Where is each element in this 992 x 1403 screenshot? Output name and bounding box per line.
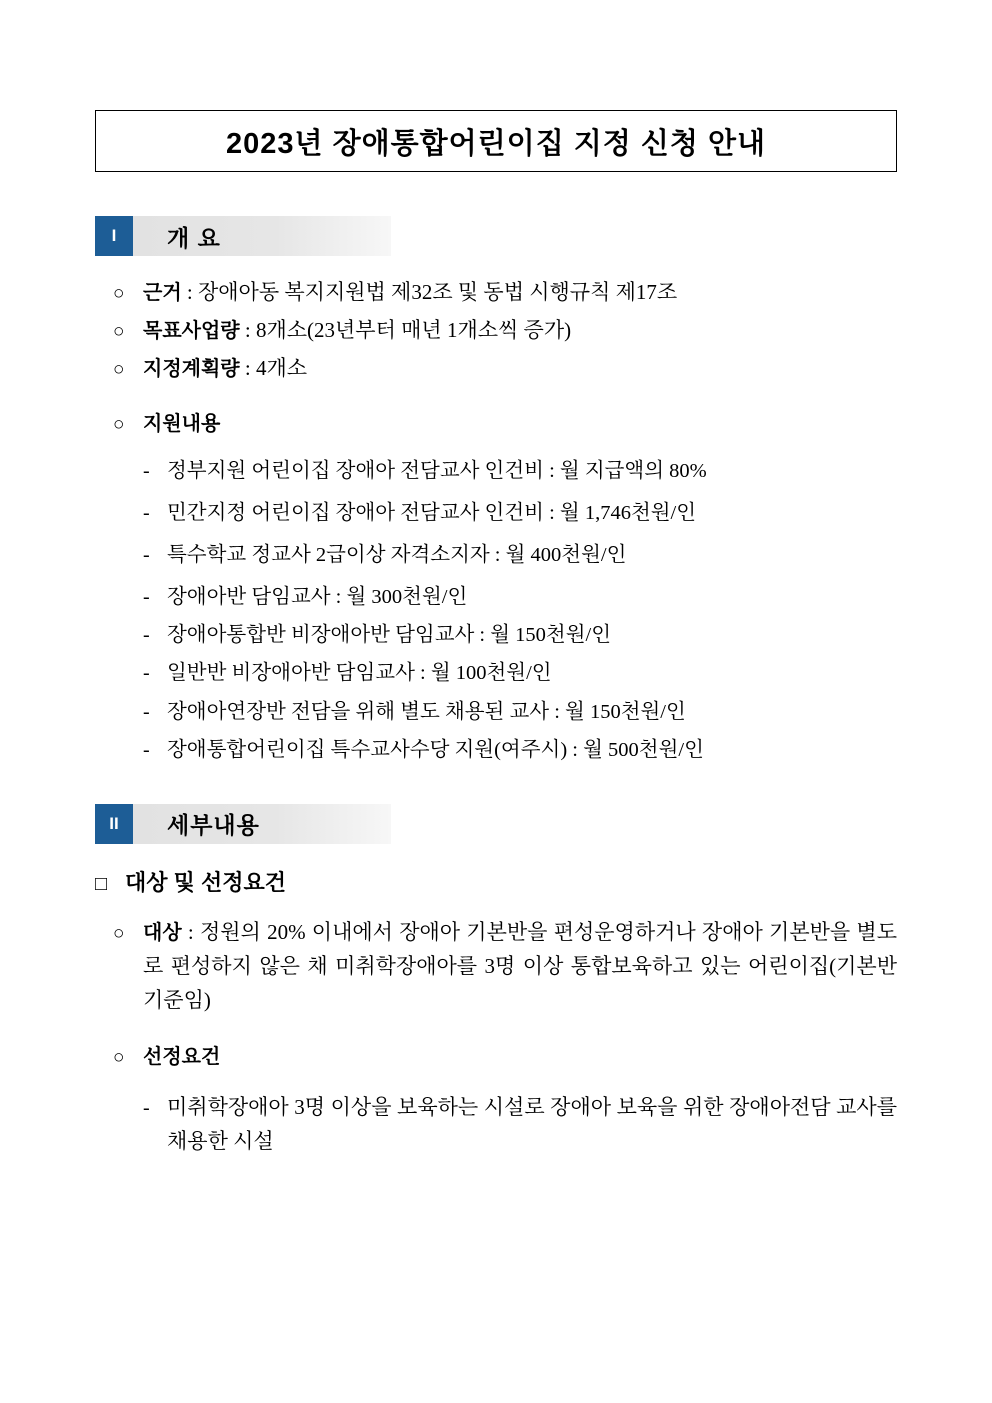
list-item [95, 736, 897, 765]
list-item-text: 일반반 비장애아반 담임교사 : 월 100천원/인 [167, 662, 552, 685]
support-heading-label: 지원내용 [143, 412, 221, 435]
bullet-circle-icon: ○ [113, 358, 125, 380]
section-header-2 [95, 804, 897, 844]
list-item-lead: 지정계획량 [143, 357, 240, 380]
bullet-circle-icon: ○ [113, 320, 125, 342]
page-title: 2023년 장애통합어린이집 지정 신청 안내 [226, 127, 766, 160]
bullet-square-icon: □ [95, 872, 108, 895]
list-item [95, 659, 897, 688]
bullet-dash-icon: - [143, 544, 150, 567]
list-item-text: 미취학장애아 3명 이상을 보육하는 시설로 장애아 보육을 위한 장애아전담 교사를 채용한 시설 [167, 1095, 897, 1154]
list-item [95, 698, 897, 727]
target-text: : 정원의 20% 이내에서 장애아 기본반을 편성운영하거나 장애아 기본반을 별도로 편성하지 않은 채 미취학장애아를 3명 이상 통합보육하고 있는 어린이집(기본반 기준임) [143, 919, 897, 1013]
list-item-text: 정부지원 어린이집 장애아 전담교사 인건비 : 월 지급액의 80% [167, 459, 707, 482]
list-item [95, 354, 897, 384]
list-item [95, 457, 897, 486]
list-item-text: : 장애아동 복지지원법 제32조 및 동법 시행규칙 제17조 [181, 280, 678, 304]
section-number-1: I [95, 216, 133, 256]
spacer [95, 1033, 897, 1043]
list-item [95, 583, 897, 612]
list-item-text: 민간지정 어린이집 장애아 전담교사 인건비 : 월 1,746천원/인 [167, 501, 697, 524]
spacer [95, 392, 897, 410]
list-item-text: 특수학교 정교사 2급이상 자격소지자 : 월 400천원/인 [167, 544, 627, 567]
list-item [95, 621, 897, 650]
section-number-2: II [95, 804, 133, 844]
bullet-dash-icon: - [143, 700, 150, 723]
list-item-text: 장애아연장반 전담을 위해 별도 채용된 교사 : 월 150천원/인 [167, 700, 686, 723]
list-item-text: 장애통합어린이집 특수교사수당 지원(여주시) : 월 500천원/인 [167, 738, 704, 761]
subsection-heading [95, 866, 897, 897]
criteria-heading-label: 선정요건 [143, 1046, 221, 1069]
bullet-dash-icon: - [143, 501, 150, 524]
list-item-lead: 목표사업량 [143, 319, 240, 342]
list-item [95, 499, 897, 528]
section-header-1 [95, 216, 897, 256]
bullet-circle-icon: ○ [113, 283, 125, 304]
bullet-circle-icon: ○ [113, 922, 125, 944]
list-item [95, 541, 897, 570]
bullet-dash-icon: - [143, 738, 150, 761]
list-item [95, 278, 897, 308]
bullet-dash-icon: - [143, 459, 150, 482]
bullet-dash-icon: - [143, 1097, 150, 1120]
spacer [95, 1080, 897, 1090]
list-item-text: : 8개소(23년부터 매년 1개소씩 증가) [239, 317, 572, 342]
bullet-dash-icon: - [143, 586, 150, 609]
list-item-lead: 근거 [143, 282, 182, 304]
list-item-support-heading [95, 410, 897, 439]
bullet-dash-icon: - [143, 624, 150, 647]
list-item-text: 장애아반 담임교사 : 월 300천원/인 [167, 586, 468, 609]
spacer [95, 447, 897, 457]
list-item-text: 장애아통합반 비장애아반 담임교사 : 월 150천원/인 [167, 624, 612, 647]
list-item [95, 316, 897, 346]
target-paragraph [95, 915, 897, 1017]
document-title-box [95, 110, 897, 172]
spacer [95, 774, 897, 804]
list-item [95, 1090, 897, 1158]
bullet-circle-icon: ○ [113, 1047, 125, 1069]
list-item-text: : 4개소 [239, 355, 308, 380]
section-title-1: 개 요 [133, 216, 391, 256]
section-title-2: 세부내용 [133, 804, 391, 844]
target-label: 대상 [143, 921, 182, 944]
bullet-dash-icon: - [143, 662, 150, 685]
section-2-body [95, 866, 897, 1158]
section-1-body [95, 278, 897, 765]
subsection-heading-label: 대상 및 선정요건 [125, 869, 286, 895]
criteria-heading [95, 1043, 897, 1072]
bullet-circle-icon: ○ [113, 413, 125, 435]
